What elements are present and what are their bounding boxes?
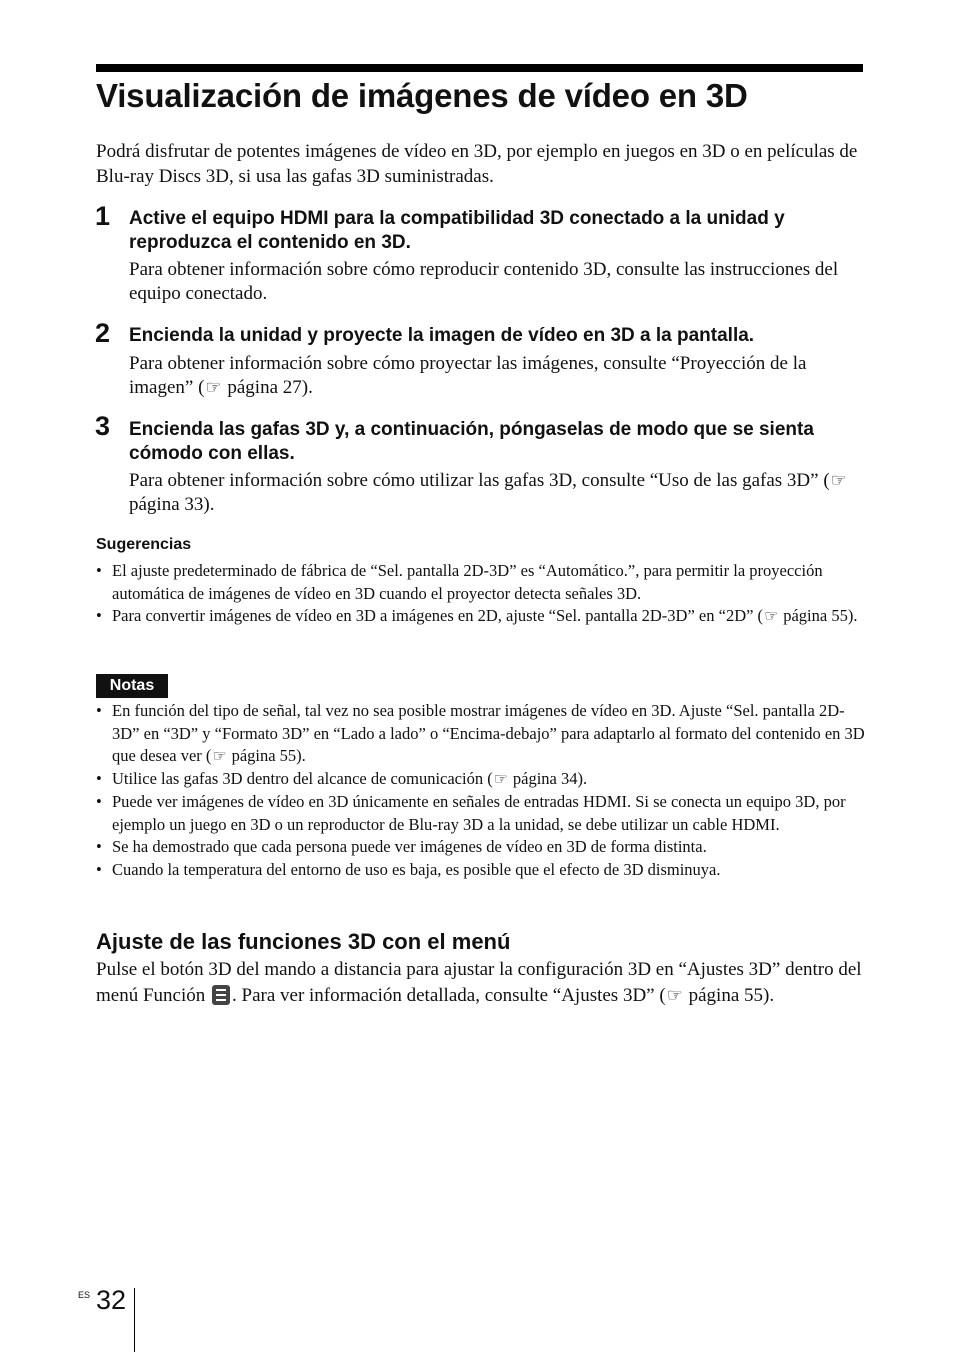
note-item: • Se ha demostrado que cada persona puede ver imágenes de vídeo en 3D de forma distinta. <box>96 836 866 859</box>
step-1-number: 1 <box>95 201 111 231</box>
section-text-2: . Para ver información detallada, consulte “Ajustes 3D” ( <box>232 985 666 1006</box>
language-code: ES <box>78 1290 91 1300</box>
tip-text: Para convertir imágenes de vídeo en 3D a imágenes en 2D, ajuste “Sel. pantalla 2D-3D” en “2D” ( <box>112 606 764 626</box>
step-1-heading: Active el equipo HDMI para la compatibilidad 3D conectado a la unidad y reproduzca el contenido en 3D. <box>129 208 785 253</box>
note-item <box>96 768 866 791</box>
notes-badge: Notas <box>96 674 168 698</box>
step-2-body <box>129 352 869 400</box>
intro-paragraph: Podrá disfrutar de potentes imágenes de vídeo en 3D, por ejemplo en juegos en 3D o en películas de Blu-ray Discs 3D, si usa las gafas 3D suministradas. <box>96 141 858 187</box>
section-page-ref[interactable]: página 55). <box>683 985 775 1006</box>
notes-list <box>96 700 866 882</box>
page-title: Visualización de imágenes de vídeo en 3D <box>96 77 748 114</box>
step-2-number: 2 <box>95 318 111 348</box>
section-body <box>96 957 871 1009</box>
section-text-1: Pulse el botón 3D del mando a distancia para ajustar la configuración 3D en “Ajustes 3D” dentro del menú Función <box>96 959 862 1006</box>
step-3-number: 3 <box>95 411 111 441</box>
note-text: En función del tipo de señal, tal vez no sea posible mostrar imágenes de vídeo en 3D. Ajuste “Sel. pantalla 2D-3D” en “3D” y “Formato 3D” en “Lado a lado” o “Encima-debajo” para adaptarlo al formato del contenido en 3D que desea ver ( <box>112 701 865 766</box>
step-3-body-text: Para obtener información sobre cómo utilizar las gafas 3D, consulte “Uso de las gafas 3D” ( <box>129 470 830 491</box>
reference-pointer-icon: ☞ <box>666 985 683 1006</box>
step-2-body-text: Para obtener información sobre cómo proyectar las imágenes, consulte “Proyección de la imagen” ( <box>129 353 807 398</box>
note-item: • Puede ver imágenes de vídeo en 3D únicamente en señales de entradas HDMI. Si se conecta un equipo 3D, por ejemplo un juego en 3D o un reproductor de Blu-ray 3D a la unidad, se debe utilizar un cable HDMI. <box>96 791 866 836</box>
footer-rule <box>134 1288 135 1352</box>
section-heading: Ajuste de las funciones 3D con el menú <box>96 929 511 954</box>
note-item <box>96 700 866 768</box>
reference-pointer-icon: ☞ <box>493 769 508 789</box>
reference-pointer-icon: ☞ <box>764 606 779 626</box>
note-item: • Cuando la temperatura del entorno de uso es baja, es posible que el efecto de 3D disminuya. <box>96 859 866 882</box>
tip-item: • El ajuste predeterminado de fábrica de “Sel. pantalla 2D-3D” es “Automático.”, para permitir la proyección automática de imágenes de vídeo en 3D cuando el proyector detecta señales 3D. <box>96 560 866 605</box>
step-3-heading: Encienda las gafas 3D y, a continuación, póngaselas de modo que se sienta cómodo con ellas. <box>129 419 814 464</box>
tips-list <box>96 560 866 628</box>
step-3-page-ref[interactable]: página 33). <box>129 494 215 515</box>
step-2-page-ref[interactable]: página 27). <box>222 377 313 398</box>
tip-page-ref[interactable]: página 55). <box>779 606 858 626</box>
tip-item <box>96 605 866 628</box>
note-page-ref[interactable]: página 55). <box>227 746 306 766</box>
reference-pointer-icon: ☞ <box>830 470 847 491</box>
step-2-heading: Encienda la unidad y proyecte la imagen de vídeo en 3D a la pantalla. <box>129 325 755 346</box>
step-1-body: Para obtener información sobre cómo reproducir contenido 3D, consulte las instrucciones del equipo conectado. <box>129 259 839 304</box>
note-page-ref[interactable]: página 34). <box>508 769 588 789</box>
tips-heading: Sugerencias <box>96 536 192 553</box>
title-rule <box>96 64 863 72</box>
note-text: Utilice las gafas 3D dentro del alcance de comunicación ( <box>112 769 493 789</box>
function-menu-icon <box>212 985 230 1005</box>
reference-pointer-icon: ☞ <box>212 746 227 766</box>
page-number: 32 <box>96 1285 127 1315</box>
reference-pointer-icon: ☞ <box>205 377 222 398</box>
step-3-body <box>129 469 869 517</box>
